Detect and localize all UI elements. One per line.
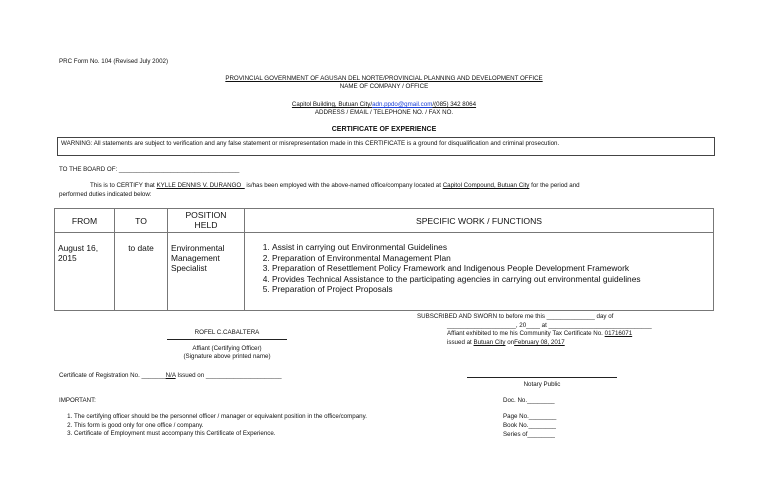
affiant-note: (Signature above printed name): [183, 353, 271, 360]
issued-on-label: on: [507, 339, 515, 346]
table-header-row: [55, 209, 714, 233]
issued-on-value: February 08, 2017: [514, 339, 565, 346]
company-address: [0, 101, 768, 108]
certify-text-3: for the period and: [531, 182, 580, 189]
registration-line: [59, 372, 282, 379]
form-number: PRC Form No. 104 (Revised July 2002): [59, 58, 169, 65]
header-to: TO: [115, 209, 168, 233]
affiant-title: Affiant (Certifying Officer): [192, 345, 262, 352]
board-line: TO THE BOARD OF: ___________________________________: [59, 166, 240, 173]
oath-line-4: [447, 339, 565, 346]
page-title: CERTIFICATE OF EXPERIENCE: [331, 126, 437, 133]
certify-line-2: performed duties indicated below:: [59, 191, 152, 198]
ctc-label: Affiant exhibited to me his Community Tax Certificate No.: [447, 330, 603, 337]
book-no: Book No.________: [503, 422, 556, 429]
registration-issued-on: Issued on ______________________: [177, 372, 282, 379]
issued-at-value: Butuan City: [473, 339, 506, 346]
email-link[interactable]: adn.ppdo@gmail.com: [372, 101, 433, 108]
series-of: Series of________: [503, 431, 555, 438]
employee-name: KYLLE DENNIS V. DURANGO_: [156, 182, 245, 189]
list-item: 3. Certificate of Employment must accompany this Certificate of Experience.: [74, 430, 367, 439]
cell-to: to date: [115, 233, 168, 311]
page-no: Page No.________: [503, 413, 557, 420]
cell-duties: [245, 233, 714, 311]
experience-table: [54, 208, 714, 311]
company-name-label: NAME OF COMPANY / OFFICE: [339, 83, 429, 90]
warning-text: WARNING: All statements are subject to verification and any false statement or misrepresentation made in this CERTIFICATE is a ground for disqualification and criminal prosecution.: [61, 140, 560, 147]
issued-at-label: issued at: [447, 339, 472, 346]
header-position: POSITION HELD: [168, 209, 245, 233]
list-item: 1. The certifying officer should be the personnel officer / manager or equivalent position in the office/company.: [74, 413, 367, 422]
list-item: 2. This form is good only for one office / company.: [74, 422, 367, 431]
important-list-wrap: [60, 413, 367, 439]
header-functions: SPECIFIC WORK / FUNCTIONS: [245, 209, 714, 233]
affiant-signature-line: [167, 339, 287, 340]
list-item: 1. Assist in carrying out Environmental Guidelines: [272, 242, 710, 253]
list-item: 2. Preparation of Environmental Management Plan: [272, 253, 710, 264]
phone-text: /(085) 342 8064: [432, 101, 477, 108]
cell-position: Environmental Management Specialist: [168, 233, 245, 311]
registration-value: N/A: [165, 372, 176, 379]
company-name: PROVINCIAL GOVERNMENT OF AGUSAN DEL NORTE/PROVINCIAL PLANNING AND DEVELOPMENT OFFICE: [225, 75, 543, 82]
list-item: 5. Preparation of Project Proposals: [272, 284, 710, 295]
certify-statement: [90, 182, 580, 189]
table-row: [55, 233, 714, 311]
registration-label: Certificate of Registration No. _______: [59, 372, 166, 379]
oath-line-2: ____________________, 20____ at ______________________________: [447, 322, 652, 329]
duties-list: [255, 242, 710, 295]
oath-line-1: SUBSCRIBED AND SWORN to before me this ______________ day of: [417, 313, 614, 320]
important-label: IMPORTANT:: [59, 397, 96, 404]
doc-no: Doc. No.________: [503, 397, 555, 404]
important-list: [60, 413, 367, 439]
header-from: FROM: [55, 209, 115, 233]
list-item: 4. Provides Technical Assistance to the participating agencies in carrying out environmental guidelines: [272, 274, 710, 285]
certify-text-1: This is to CERTIFY that: [90, 182, 155, 189]
cell-from: August 16, 2015: [55, 233, 115, 311]
address-text: Capitol Building, Butuan City/: [291, 101, 373, 108]
location-text: Capitol Compound, Butuan City: [442, 182, 530, 189]
ctc-number: 01716071: [604, 330, 633, 337]
address-label: ADDRESS / EMAIL / TELEPHONE NO. / FAX NO.: [314, 109, 454, 116]
certify-text-2: is/has been employed with the above-named office/company located at: [246, 182, 441, 189]
list-item: 3. Preparation of Resettlement Policy Framework and Indigenous People Development Framework: [272, 263, 710, 274]
notary-label: Notary Public: [523, 381, 561, 388]
notary-signature-line: [467, 377, 617, 378]
warning-box: [57, 137, 715, 156]
affiant-name: ROFEL C.CABALTERA: [194, 329, 260, 336]
oath-line-3: [447, 330, 632, 337]
